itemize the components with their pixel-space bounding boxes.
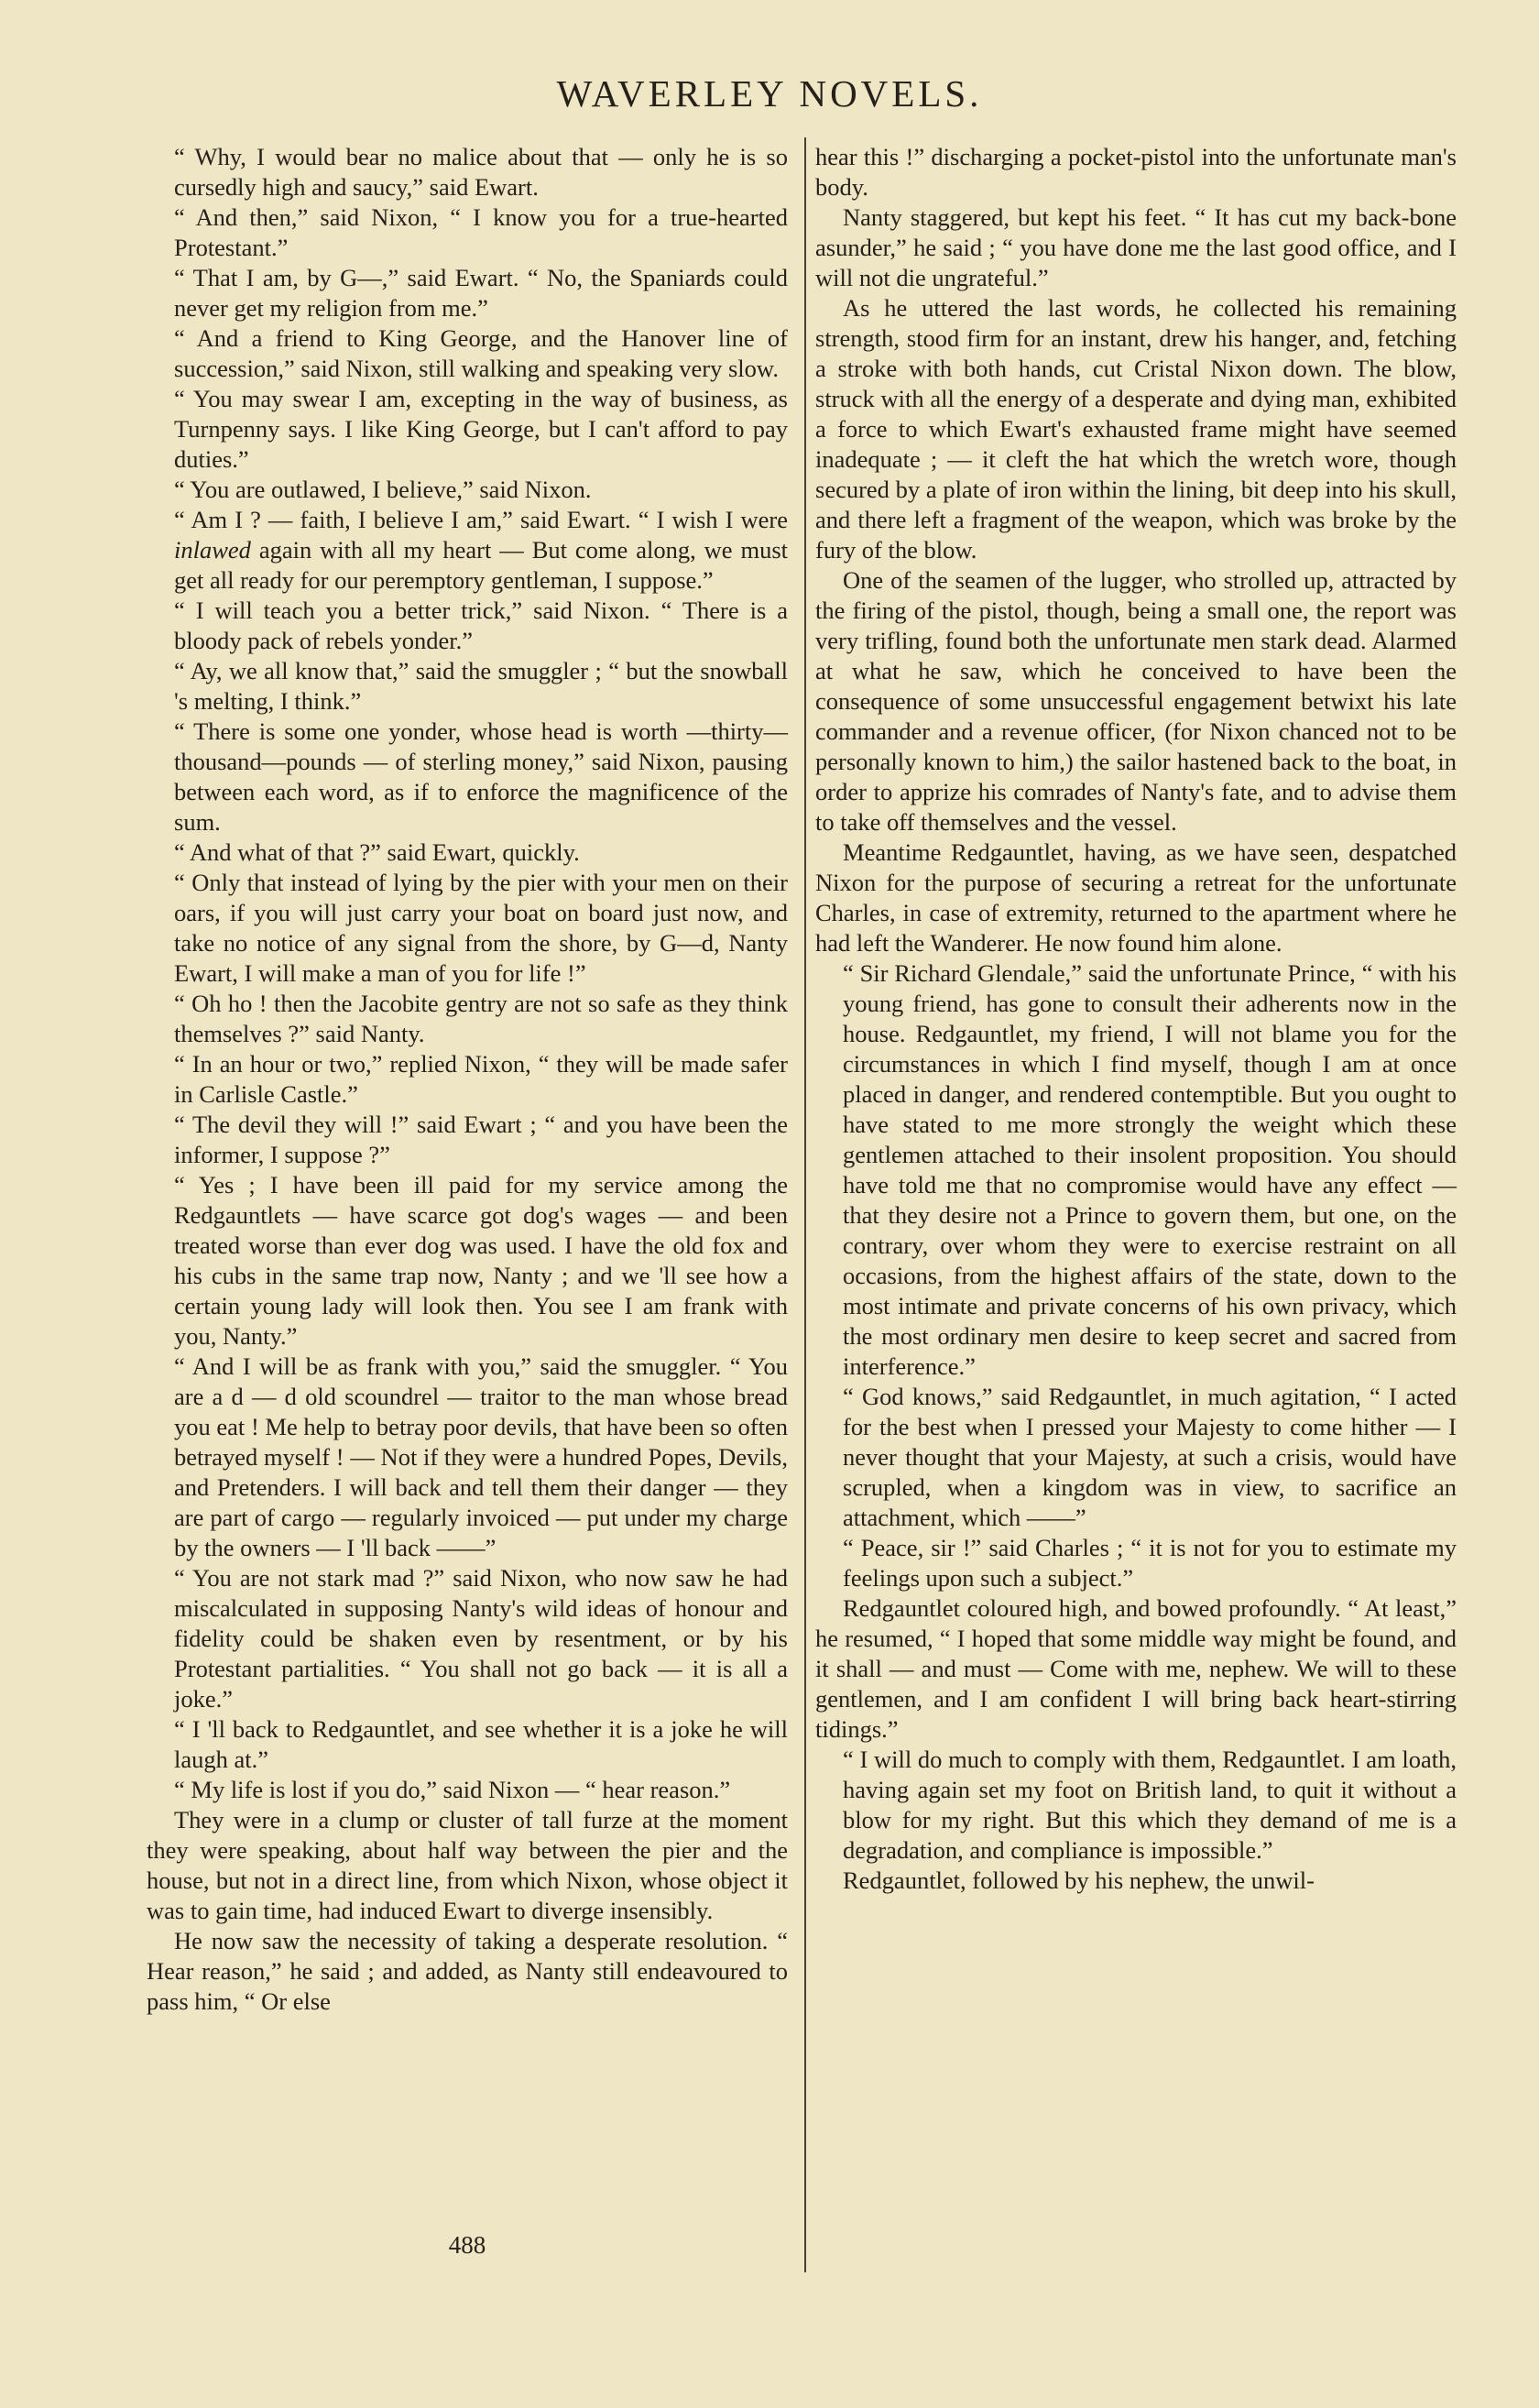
paragraph: “ Oh ho ! then the Jacobite gentry are not so safe as they think themselves ?” said Nanty. — [174, 990, 788, 1047]
paragraph: “ Only that instead of lying by the pier with your men on their oars, if you will just carry your boat on board just now, and take no notice of any signal from the shore, by G—d, Nanty Ewart, I will make a man of you for life !” — [174, 869, 788, 987]
paragraph: “ You are outlawed, I believe,” said Nixon. — [174, 476, 592, 503]
paragraph: “ Why, I would bear no malice about that — only he is so cursedly high and saucy,” said Ewart. — [174, 143, 788, 201]
page-number: 488 — [448, 2231, 486, 2259]
paragraph: “ And then,” said Nixon, “ I know you for a true-hearted Protestant.” — [174, 203, 788, 261]
paragraph: Nanty staggered, but kept his feet. “ It has cut my back-bone asunder,” he said ; “ you have done me the last good office, and I will not die ungrateful.” — [815, 203, 1457, 291]
paragraph: As he uttered the last words, he collected his remaining strength, stood firm for an instant, drew his hanger, and, fetching a stroke with both hands, cut Cristal Nixon down. The blow, struck with all the energy of a desperate and dying man, exhibited a force to which Ewart's exhausted frame might have seemed inadequate ; — it cleft the hat which the wretch wore, though secured by a plate of iron within the lining, bit deep into his skull, and there left a fragment of the weapon, which was broke by the fury of the blow. — [815, 294, 1457, 564]
paragraph: “ I will do much to comply with them, Redgauntlet. I am loath, having again set my foot on British land, to quit it without a blow for my right. But this which they demand of me is a degradation, and compliance is impossible.” — [843, 1746, 1457, 1864]
paragraph: “ That I am, by G—,” said Ewart. “ No, the Spaniards could never get my religion from me.” — [174, 264, 788, 322]
paragraph: Redgauntlet, followed by his nephew, the unwil- — [843, 1866, 1315, 1894]
paragraph: Redgauntlet coloured high, and bowed profoundly. “ At least,” he resumed, “ I hoped that some middle way might be found, and it shall — and must — Come with me, nephew. We will to these gentlemen, and I am confident I will bring back heart-stirring tidings.” — [815, 1594, 1457, 1743]
column-rule — [804, 137, 806, 2272]
paragraph: “ You are not stark mad ?” said Nixon, who now saw he had miscalculated in supposing Nanty's wild ideas of honour and fidelity could be shaken even by resentment, or by his Protestant partialities. “ You shall not go back — it is all a joke.” — [174, 1564, 788, 1713]
paragraph: “ And what of that ?” said Ewart, quickly. — [174, 838, 580, 866]
paragraph: “ Peace, sir !” said Charles ; “ it is not for you to estimate my feelings upon such a subject.” — [843, 1534, 1457, 1592]
paragraph: One of the seamen of the lugger, who strolled up, attracted by the firing of the pistol, though, being a small one, the report was very trifling, found both the unfortunate men stark dead. Alarmed at what he saw, which he conceived to have been the consequence of some unsuccessful engagement betwixt his late commander and a revenue officer, (for Nixon chanced not to be personally known to him,) the sailor hastened back to the boat, in order to apprize his comrades of Nanty's fate, and to advise them to take off themselves and the vessel. — [815, 566, 1457, 836]
running-header: WAVERLEY NOVELS. — [556, 72, 983, 115]
paragraph: “ And I will be as frank with you,” said the smuggler. “ You are a d — d old scoundrel — traitor to the man whose bread you eat ! Me help to betray poor devils, that have been so often betrayed myself ! — Not if they were a hundred Popes, Devils, and Pretenders. I will back and tell them their danger — they are part of cargo — regularly invoiced — put under my charge by the owners — I 'll back ——” — [174, 1352, 788, 1561]
paragraph: “ The devil they will !” said Ewart ; “ and you have been the informer, I suppose ?” — [174, 1111, 788, 1168]
paragraph: He now saw the necessity of taking a desperate resolution. “ Hear reason,” he said ; and added, as Nanty still endeavoured to pass him, “ Or else — [147, 1927, 788, 2015]
paragraph: “ God knows,” said Redgauntlet, in much agitation, “ I acted for the best when I pressed your Majesty to come hither — I never thought that your Majesty, at such a crisis, would have scrupled, when a kingdom was in view, to sacrifice an attachment, which ——” — [843, 1383, 1457, 1531]
paragraph: “ I 'll back to Redgauntlet, and see whether it is a joke he will laugh at.” — [174, 1715, 788, 1773]
paragraph: “ There is some one yonder, whose head is worth —thirty—thousand—pounds — of sterling money,” said Nixon, pausing between each word, as if to enforce the magnificence of the sum. — [174, 717, 788, 836]
paragraph: “ In an hour or two,” replied Nixon, “ they will be made safer in Carlisle Castle.” — [174, 1050, 788, 1108]
paragraph: “ I will teach you a better trick,” said Nixon. “ There is a bloody pack of rebels yonder.” — [174, 597, 788, 654]
paragraph: hear this !” discharging a pocket-pistol into the unfortunate man's body. — [815, 143, 1457, 201]
right-column — [815, 142, 1457, 1896]
paragraph: Meantime Redgauntlet, having, as we have seen, despatched Nixon for the purpose of securing a retreat for the unfortunate Charles, in case of extremity, returned to the apartment where he had left the Wanderer. He now found him alone. — [815, 838, 1457, 957]
paragraph: “ My life is lost if you do,” said Nixon — “ hear reason.” — [174, 1776, 731, 1803]
paragraph: “ You may swear I am, excepting in the way of business, as Turnpenny says. I like King George, but I can't afford to pay duties.” — [174, 385, 788, 473]
paragraph: They were in a clump or cluster of tall furze at the moment they were speaking, about half way between the pier and the house, but not in a direct line, from which Nixon, whose object it was to gain time, had induced Ewart to diverge insensibly. — [147, 1806, 788, 1924]
paragraph: “ Am I ? — faith, I believe I am,” said Ewart. “ I wish I were inlawed again with all my heart — But come along, we must get all ready for our peremptory gentleman, I suppose.” — [174, 506, 788, 594]
paragraph: “ Yes ; I have been ill paid for my service among the Redgauntlets — have scarce got dog's wages — and been treated worse than ever dog was used. I have the old fox and his cubs in the same trap now, Nanty ; and we 'll see how a certain young lady will look then. You see I am frank with you, Nanty.” — [174, 1171, 788, 1350]
paragraph: “ Ay, we all know that,” said the smuggler ; “ but the snowball 's melting, I think.” — [174, 657, 788, 715]
paragraph: “ Sir Richard Glendale,” said the unfortunate Prince, “ with his young friend, has gone to consult their adherents now in the house. Redgauntlet, my friend, I will not blame you for the circumstances in which I find myself, though I am at once placed in danger, and rendered contemptible. But you ought to have stated to me more strongly the weight which these gentlemen attached to their insolent proposition. You should have told me that no compromise would have any effect — that they desire not a Prince to govern them, but one, on the contrary, over whom they were to exercise restraint on all occasions, from the highest affairs of the state, down to the most intimate and private concerns of his own privacy, which the most ordinary men desire to keep secret and sacred from interference.” — [843, 959, 1457, 1380]
paragraph: “ And a friend to King George, and the Hanover line of succession,” said Nixon, still walking and speaking very slow. — [174, 324, 788, 382]
left-column — [147, 142, 788, 2017]
